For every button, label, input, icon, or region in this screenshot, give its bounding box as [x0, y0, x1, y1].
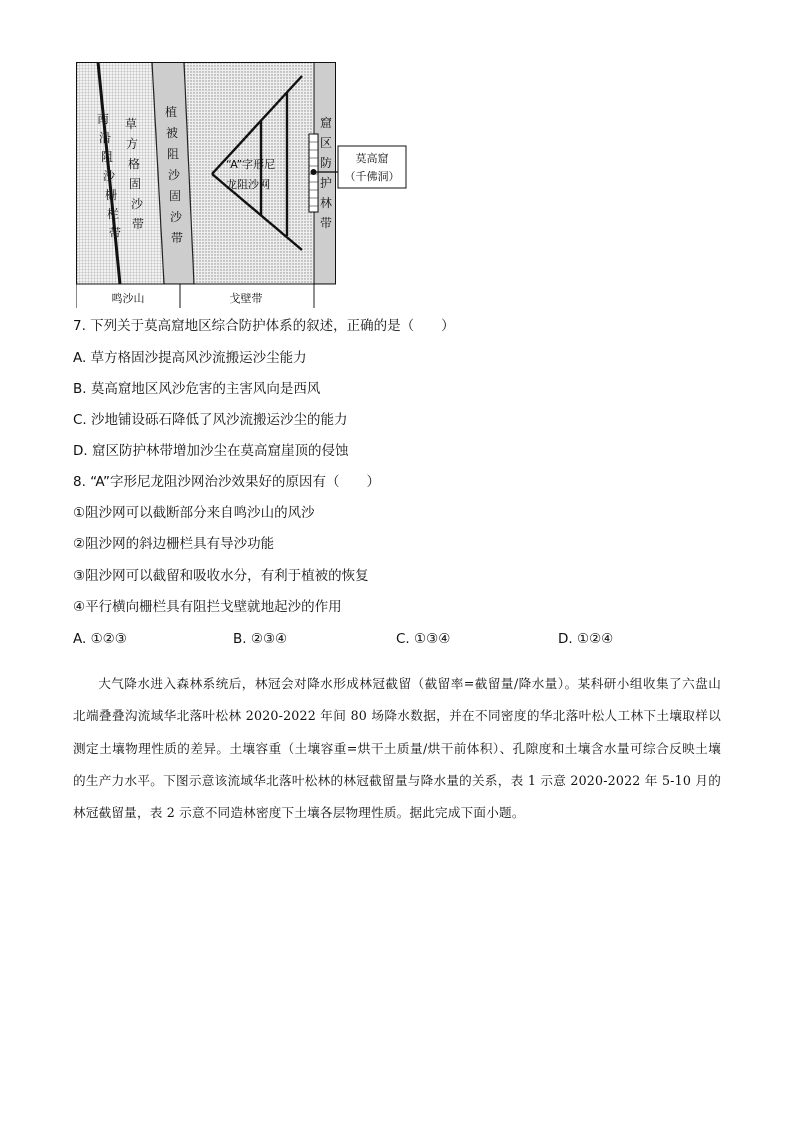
q8-statement-3: ③阻沙网可以截留和吸收水分，有利于植被的恢复 — [73, 568, 369, 584]
q7-option-c[interactable]: C. 沙地铺设砾石降低了风沙流搬运沙尘的能力 — [73, 412, 348, 428]
svg-text:固: 固 — [168, 189, 182, 203]
svg-text:草: 草 — [124, 117, 138, 131]
svg-text:植: 植 — [164, 105, 178, 119]
q7-stem: 7. 下列关于莫高窟地区综合防护体系的叙述，正确的是（ ） — [73, 318, 455, 334]
a-net-label-line2: 龙阻沙网 — [226, 178, 270, 191]
svg-text:窟: 窟 — [319, 116, 333, 130]
q7-option-b[interactable]: B. 莫高窟地区风沙危害的主害风向是西风 — [73, 381, 321, 397]
callout-line2: （千佛洞） — [344, 170, 400, 183]
svg-text:阻: 阻 — [166, 147, 180, 161]
a-net-label-line1: “A”字形尼 — [226, 158, 276, 171]
grotto-point — [311, 169, 317, 175]
gobi-label: 戈壁带 — [229, 292, 263, 305]
svg-text:格: 格 — [127, 157, 141, 171]
svg-text:沿: 沿 — [98, 131, 112, 145]
q8-statement-2: ②阻沙网的斜边栅栏具有导沙功能 — [73, 536, 275, 552]
q7-option-a[interactable]: A. 草方格固沙提高风沙流搬运沙尘能力 — [73, 350, 307, 366]
reading-passage: 大气降水进入森林系统后，林冠会对降水形成林冠截留（截留率=截留量/降水量）。某科研小组收集了六盘山北端叠叠沟流域华北落叶松林 2020-2022 年间 80 场降水数据，并在不同密度的华北落叶松人工林下土壤取样以测定土壤物理性质的差异。土壤容重（土壤容重=烘干土质量/烘干前体积）、孔隙度和土壤含水量可综合反映土壤的生产力水平。下图示意该流域华北落叶松林的林冠截留量与降水量的关系，表 1 示意 2020-2022 年 5-10 月的林冠截留量，表 2 示意不同造林密度下土壤各层物理性质。据此完成下面小题。 — [73, 676, 721, 821]
q8-statement-1: ①阻沙网可以截断部分来自鸣沙山的风沙 — [73, 505, 315, 521]
svg-text:沙: 沙 — [167, 168, 181, 182]
q8-option-d[interactable]: D. ①②④ — [558, 631, 614, 647]
q8-stem: 8. “A”字形尼龙阻沙网治沙效果好的原因有（ ） — [73, 474, 380, 490]
svg-text:沙: 沙 — [130, 197, 144, 211]
mingsha-label: 鸣沙山 — [111, 292, 145, 305]
svg-text:区: 区 — [319, 136, 333, 150]
q8-option-a[interactable]: A. ①②③ — [73, 631, 127, 647]
svg-text:带: 带 — [131, 217, 145, 231]
svg-text:栏: 栏 — [106, 207, 120, 221]
svg-text:林: 林 — [319, 196, 333, 210]
callout-line1: 莫高窟 — [355, 152, 389, 165]
q8-option-b[interactable]: B. ②③④ — [233, 631, 288, 647]
svg-text:栅: 栅 — [104, 188, 118, 202]
svg-text:方: 方 — [125, 137, 139, 151]
svg-text:沙: 沙 — [102, 169, 116, 183]
svg-text:带: 带 — [108, 226, 122, 240]
svg-text:阻: 阻 — [100, 150, 114, 164]
svg-text:被: 被 — [165, 126, 179, 140]
svg-text:护: 护 — [319, 176, 333, 190]
q8-statement-4: ④平行横向栅栏具有阻拦戈壁就地起沙的作用 — [73, 599, 342, 615]
q7-option-d[interactable]: D. 窟区防护林带增加沙尘在莫高窟崖顶的侵蚀 — [73, 443, 349, 459]
moraogao-protection-diagram — [76, 62, 416, 310]
q8-option-c[interactable]: C. ①③④ — [396, 631, 451, 647]
svg-text:固: 固 — [128, 177, 142, 191]
svg-text:沙: 沙 — [169, 210, 183, 224]
svg-text:带: 带 — [170, 231, 184, 245]
svg-text:防: 防 — [319, 156, 333, 170]
svg-text:南: 南 — [96, 112, 110, 126]
svg-text:带: 带 — [319, 216, 333, 230]
